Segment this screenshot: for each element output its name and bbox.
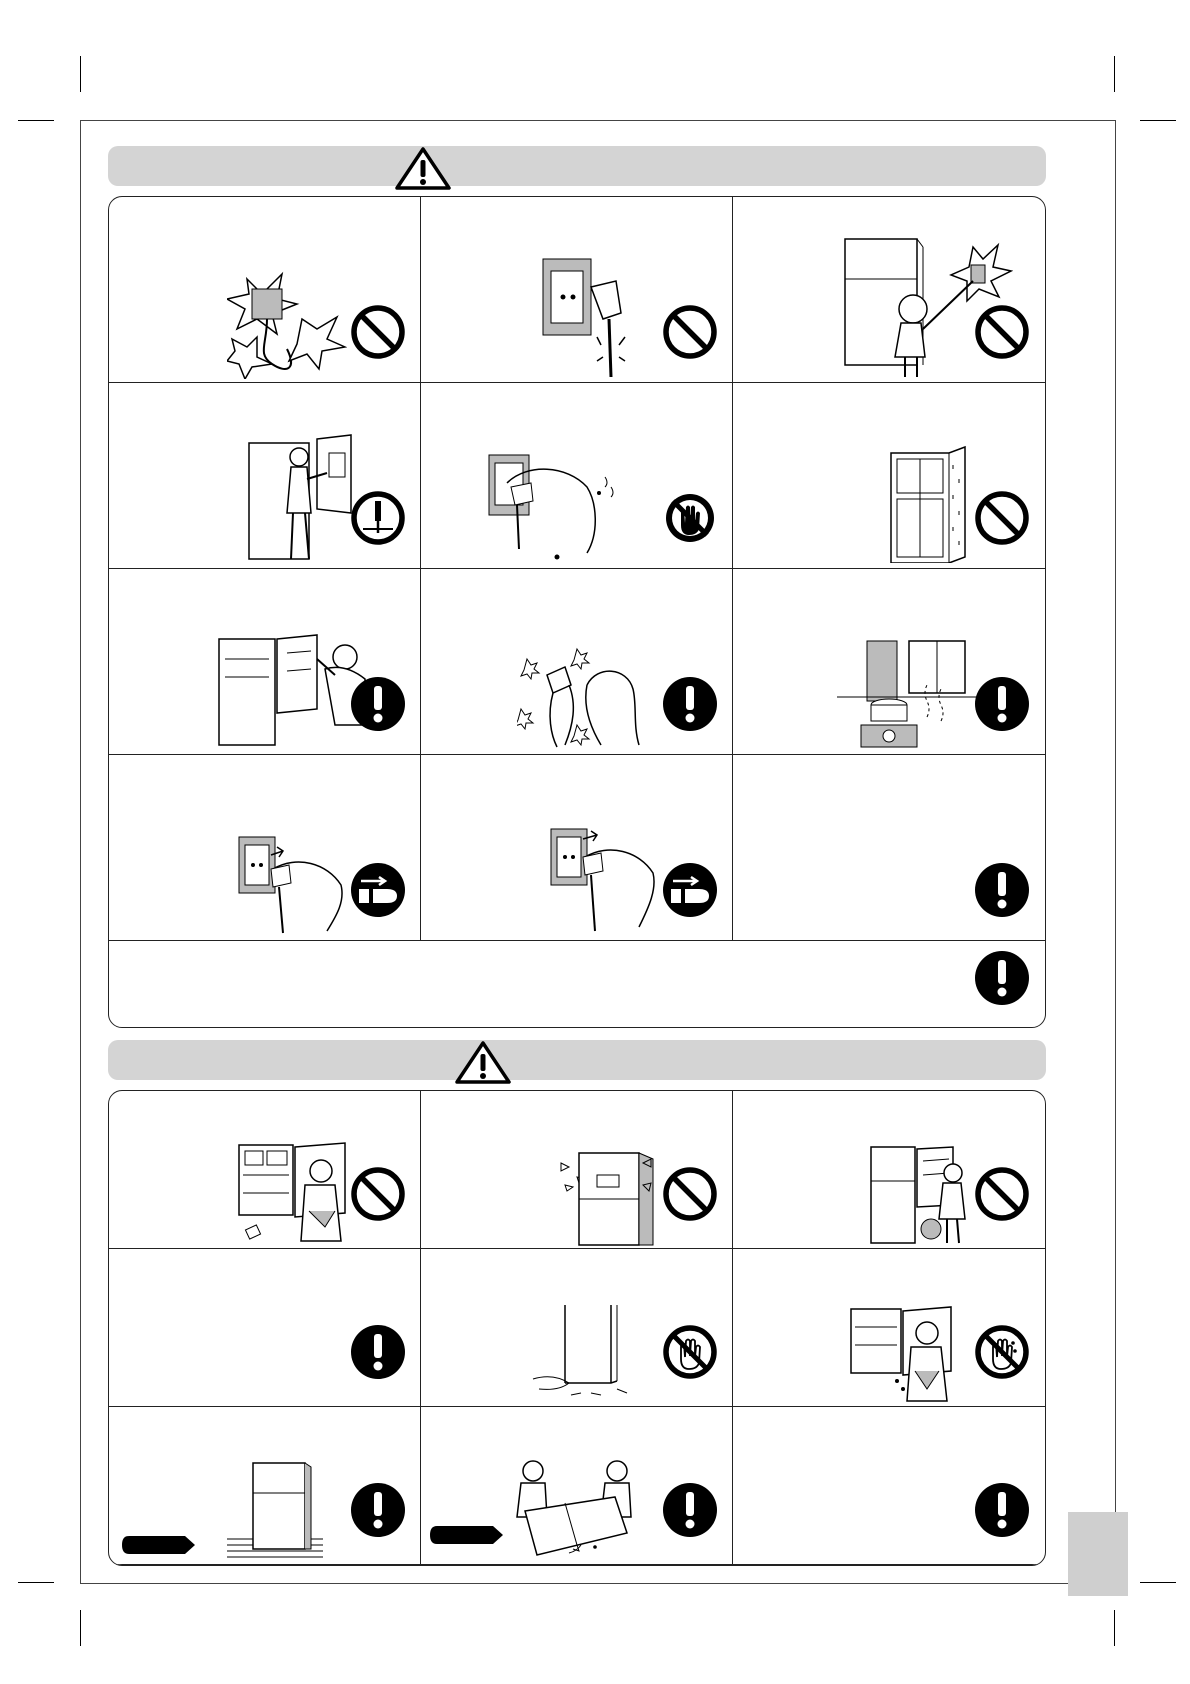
crop-mark	[1114, 1610, 1115, 1646]
caution-panel	[108, 1090, 1046, 1566]
mandatory-icon	[973, 861, 1031, 919]
caution-grid	[109, 1091, 1045, 1565]
warning-header	[108, 146, 1046, 186]
caution-cell	[733, 1091, 1045, 1249]
label-arrow-tag	[121, 1535, 197, 1555]
crop-mark	[18, 1582, 54, 1583]
page-number-tab	[1068, 1512, 1128, 1596]
unplug-icon	[349, 861, 407, 919]
warning-wide-row	[109, 941, 1045, 1027]
mandatory-icon	[973, 675, 1031, 733]
no-wet-hands-icon	[661, 489, 719, 547]
wet-hand-touching-plug-illustration	[487, 453, 627, 563]
warning-cell	[109, 569, 421, 755]
caution-cell	[109, 1091, 421, 1249]
loose-plug-socket-illustration	[541, 257, 651, 381]
refrigerator-cabinet-side-illustration	[889, 445, 969, 563]
warning-cell	[733, 197, 1045, 383]
prohibited-icon	[349, 1165, 407, 1223]
cleaning-plug-pins-illustration	[517, 645, 647, 749]
warning-panel	[108, 196, 1046, 1028]
two-people-carrying-refrigerator-illustration	[505, 1457, 645, 1561]
warning-cell	[421, 569, 733, 755]
mandatory-icon	[661, 675, 719, 733]
crop-mark	[1114, 56, 1115, 92]
caution-cell	[109, 1407, 421, 1565]
caution-header	[108, 1040, 1046, 1080]
prohibited-icon	[973, 303, 1031, 361]
warning-cell	[733, 383, 1045, 569]
mandatory-icon	[661, 1481, 719, 1539]
caution-cell	[421, 1407, 733, 1565]
caution-cell	[733, 1407, 1045, 1565]
unplug-icon	[661, 861, 719, 919]
gas-leak-near-refrigerator-illustration	[837, 637, 977, 749]
mandatory-icon	[349, 1481, 407, 1539]
mandatory-icon	[973, 949, 1031, 1007]
items-falling-from-refrigerator-illustration	[235, 1141, 355, 1245]
warning-cell	[421, 755, 733, 941]
prohibited-icon	[349, 303, 407, 361]
warning-cell	[421, 383, 733, 569]
crop-mark	[18, 120, 54, 121]
mandatory-icon	[973, 1481, 1031, 1539]
damaged-power-cord-illustration	[227, 269, 347, 379]
warning-cell	[733, 755, 1045, 941]
caution-cell	[421, 1091, 733, 1249]
no-touch-icon	[661, 1323, 719, 1381]
prohibited-icon	[661, 1165, 719, 1223]
person-disassembling-refrigerator-illustration	[247, 433, 357, 563]
prohibited-icon	[973, 489, 1031, 547]
refrigerator-bottom-edge-illustration	[531, 1303, 631, 1403]
crop-mark	[1140, 120, 1176, 121]
refrigerator-door-panel-illustration	[557, 1151, 661, 1247]
no-wet-hands-icon	[973, 1323, 1031, 1381]
warning-triangle-icon	[394, 146, 452, 190]
warning-cell	[109, 383, 421, 569]
caution-cell	[109, 1249, 421, 1407]
warning-cell	[109, 197, 421, 383]
warning-cell	[421, 197, 733, 383]
caution-cell	[421, 1249, 733, 1407]
wet-hand-at-freezer-illustration	[847, 1305, 957, 1405]
crop-mark	[80, 56, 81, 92]
crop-mark	[80, 1610, 81, 1646]
crop-mark	[1140, 1582, 1176, 1583]
child-hanging-on-door-illustration	[869, 1145, 989, 1247]
no-disassembly-icon	[349, 489, 407, 547]
prohibited-icon	[973, 1165, 1031, 1223]
caution-cell	[733, 1249, 1045, 1407]
mandatory-icon	[349, 1323, 407, 1381]
mandatory-icon	[349, 675, 407, 733]
prohibited-icon	[661, 303, 719, 361]
refrigerator-level-floor-illustration	[225, 1457, 325, 1561]
pulling-plug-from-outlet-illustration	[237, 835, 347, 935]
hand-unplugging-cord-illustration	[549, 827, 659, 935]
warning-triangle-icon	[454, 1040, 512, 1084]
warning-cell	[733, 569, 1045, 755]
warning-grid	[109, 197, 1045, 941]
label-arrow-tag	[429, 1525, 505, 1545]
warning-cell	[109, 755, 421, 941]
